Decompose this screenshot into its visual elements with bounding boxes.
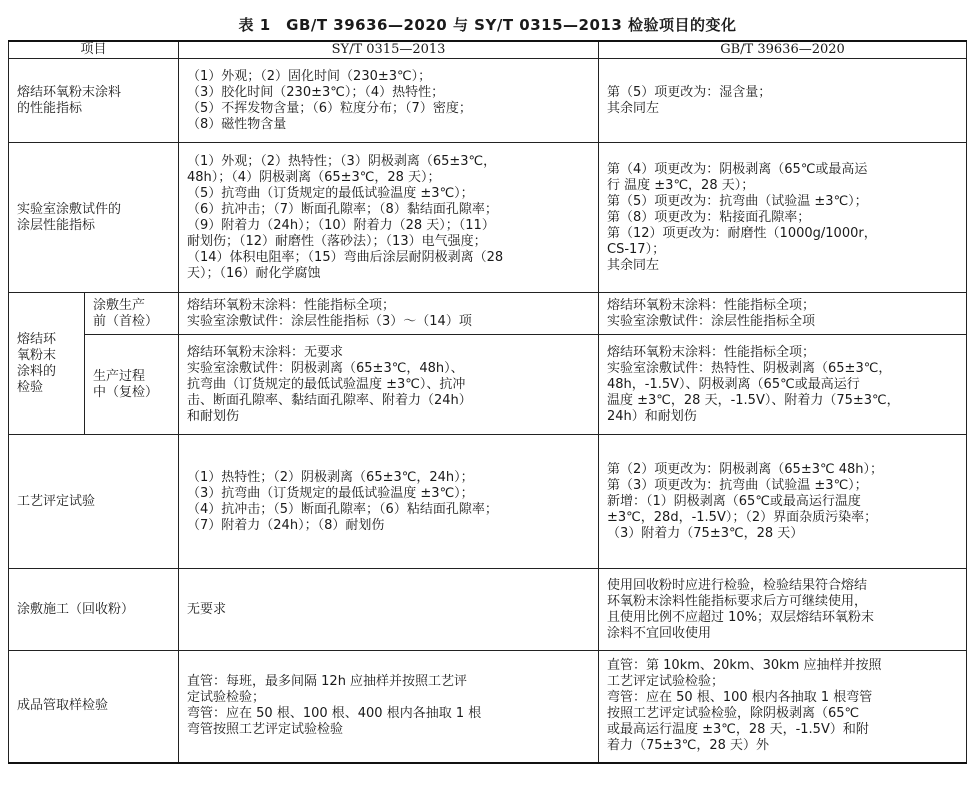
table-row [9,293,967,335]
old-requirement: （1）外观；（2）热特性；（3）阴极剥离（65±3℃， 48h）；（4）阴极剥离（65±3℃，28 天）； （5）抗弯曲（订货规定的最低试验温度 ±3℃）； （6）抗冲击；（7）断面孔隙率；（8）黏结面孔隙率； （9）附着力（24h）；（10）附着力（28 天）；（11） 耐划伤；（12）耐磨性（落砂法）；（13）电气强度； （14）体积电阻率；（15）弯曲后涂层耐阴极剥离（28 天）；（16）耐化学腐蚀 [179,143,599,293]
row-label: 成品管取样检验 [9,651,179,763]
table-row [9,335,967,435]
row-label: 熔结环氧粉末涂料 的性能指标 [9,59,179,143]
comparison-table [8,40,967,764]
new-requirement: 第（2）项更改为：阴极剥离（65±3℃ 48h）； 第（3）项更改为：抗弯曲（试验温 ±3℃）； 新增：（1）阴极剥离（65℃或最高运行温度 ±3℃，28d，-1.5V）；（2）界面杂质污染率； （3）附着力（75±3℃，28 天） [599,435,967,569]
table-row [9,651,967,763]
header-row [9,41,967,59]
table-row [9,143,967,293]
group-label: 熔结环 氧粉末 涂料的 检验 [9,293,85,435]
new-requirement: 熔结环氧粉末涂料：性能指标全项； 实验室涂敷试件：热特性、阴极剥离（65±3℃， 48h，-1.5V）、阴极剥离（65℃或最高运行 温度 ±3℃，28 天，-1.5V）、附着力（75±3℃， 24h）和耐划伤 [599,335,967,435]
old-requirement: 无要求 [179,569,599,651]
old-requirement: （1）外观；（2）固化时间（230±3℃）； （3）胶化时间（230±3℃）；（4）热特性； （5）不挥发物含量；（6）粒度分布；（7）密度； （8）磁性物含量 [179,59,599,143]
old-requirement: （1）热特性；（2）阴极剥离（65±3℃，24h）； （3）抗弯曲（订货规定的最低试验温度 ±3℃）； （4）抗冲击；（5）断面孔隙率；（6）粘结面孔隙率； （7）附着力（24h）；（8）耐划伤 [179,435,599,569]
new-requirement: 第（4）项更改为：阴极剥离（65℃或最高运 行 温度 ±3℃，28 天）； 第（5）项更改为：抗弯曲（试验温 ±3℃）； 第（8）项更改为：粘接面孔隙率； 第（12）项更改为：耐磨性（1000g/1000r， CS-17）； 其余同左 [599,143,967,293]
sub-label: 涂敷生产 前（首检） [85,293,179,335]
table-title: 表 1 GB/T 39636—2020 与 SY/T 0315—2013 检验项目的变化 [238,16,737,34]
new-requirement: 熔结环氧粉末涂料：性能指标全项； 实验室涂敷试件：涂层性能指标全项 [599,293,967,335]
old-requirement: 直管：每班，最多间隔 12h 应抽样并按照工艺评 定试验检验； 弯管：应在 50 根、100 根、400 根内各抽取 1 根 弯管按照工艺评定试验检验 [179,651,599,763]
header-new-standard: GB/T 39636—2020 [599,41,967,59]
table-row [9,435,967,569]
header-item: 项目 [9,41,179,59]
row-label: 实验室涂敷试件的 涂层性能指标 [9,143,179,293]
new-requirement: 直管：第 10km、20km、30km 应抽样并按照 工艺评定试验检验； 弯管：应在 50 根、100 根内各抽取 1 根弯管 按照工艺评定试验检验，除阴极剥离（65℃ 或最高运行温度 ±3℃，28 天，-1.5V）和附 着力（75±3℃，28 天）外 [599,651,967,763]
table-row [9,59,967,143]
new-requirement: 第（5）项更改为：湿含量； 其余同左 [599,59,967,143]
table-row [9,569,967,651]
old-requirement: 熔结环氧粉末涂料：无要求 实验室涂敷试件：阴极剥离（65±3℃，48h）、 抗弯曲（订货规定的最低试验温度 ±3℃）、抗冲 击、断面孔隙率、黏结面孔隙率、附着力（24h） 和耐划伤 [179,335,599,435]
old-requirement: 熔结环氧粉末涂料：性能指标全项； 实验室涂敷试件：涂层性能指标（3）～（14）项 [179,293,599,335]
row-label: 工艺评定试验 [9,435,179,569]
header-old-standard: SY/T 0315—2013 [179,41,599,59]
new-requirement: 使用回收粉时应进行检验，检验结果符合熔结 环氧粉末涂料性能指标要求后方可继续使用， 且使用比例不应超过 10%；双层熔结环氧粉末 涂料不宜回收使用 [599,569,967,651]
sub-label: 生产过程 中（复检） [85,335,179,435]
row-label: 涂敷施工（回收粉） [9,569,179,651]
